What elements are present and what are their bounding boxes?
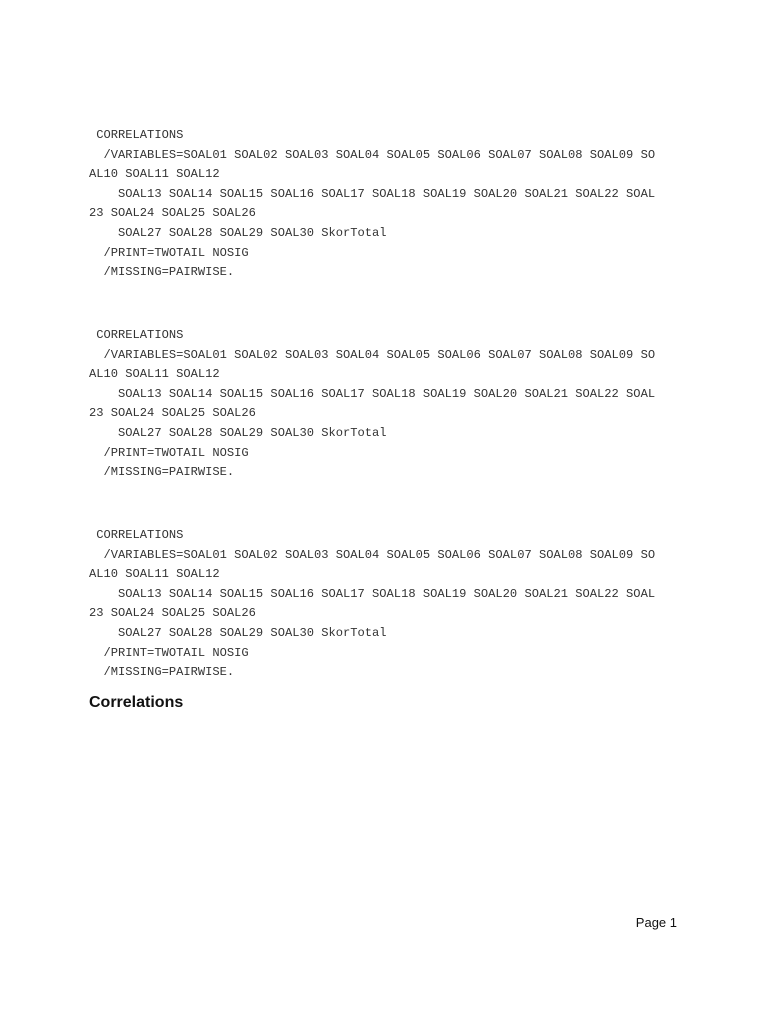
syntax-line: /PRINT=TWOTAIL NOSIG: [89, 445, 249, 460]
syntax-line: 23 SOAL24 SOAL25 SOAL26: [89, 406, 256, 421]
syntax-line: SOAL27 SOAL28 SOAL29 SOAL30 SkorTotal: [89, 625, 387, 640]
syntax-line: CORRELATIONS: [89, 528, 184, 542]
syntax-line: SOAL13 SOAL14 SOAL15 SOAL16 SOAL17 SOAL18 SOAL19 SOAL20 SOAL21 SOAL22 SOAL: [89, 186, 656, 201]
syntax-line: SOAL13 SOAL14 SOAL15 SOAL16 SOAL17 SOAL18 SOAL19 SOAL20 SOAL21 SOAL22 SOAL: [89, 586, 656, 601]
syntax-line: 23 SOAL24 SOAL25 SOAL26: [89, 206, 256, 221]
syntax-line: SOAL13 SOAL14 SOAL15 SOAL16 SOAL17 SOAL18 SOAL19 SOAL20 SOAL21 SOAL22 SOAL: [89, 386, 656, 401]
syntax-line: /PRINT=TWOTAIL NOSIG: [89, 645, 249, 660]
syntax-line: AL10 SOAL11 SOAL12: [89, 167, 220, 182]
syntax-line: SOAL27 SOAL28 SOAL29 SOAL30 SkorTotal: [89, 225, 387, 240]
syntax-block-3: [89, 526, 689, 683]
syntax-line: /MISSING=PAIRWISE.: [89, 265, 235, 280]
syntax-line: CORRELATIONS: [89, 328, 184, 342]
syntax-line: /MISSING=PAIRWISE.: [89, 665, 235, 680]
page-number: Page 1: [635, 915, 677, 930]
syntax-line: CORRELATIONS: [89, 128, 184, 142]
syntax-line: AL10 SOAL11 SOAL12: [89, 367, 220, 382]
syntax-line: /VARIABLES=SOAL01 SOAL02 SOAL03 SOAL04 SOAL05 SOAL06 SOAL07 SOAL08 SOAL09 SO: [89, 147, 656, 162]
syntax-line: /VARIABLES=SOAL01 SOAL02 SOAL03 SOAL04 SOAL05 SOAL06 SOAL07 SOAL08 SOAL09 SO: [89, 547, 656, 562]
syntax-block-1: [89, 126, 689, 283]
syntax-line: SOAL27 SOAL28 SOAL29 SOAL30 SkorTotal: [89, 425, 387, 440]
section-heading: Correlations: [89, 694, 184, 711]
syntax-line: AL10 SOAL11 SOAL12: [89, 567, 220, 582]
syntax-block-2: [89, 326, 689, 483]
syntax-line: /MISSING=PAIRWISE.: [89, 465, 235, 480]
syntax-line: /VARIABLES=SOAL01 SOAL02 SOAL03 SOAL04 SOAL05 SOAL06 SOAL07 SOAL08 SOAL09 SO: [89, 347, 656, 362]
syntax-line: /PRINT=TWOTAIL NOSIG: [89, 245, 249, 260]
syntax-line: 23 SOAL24 SOAL25 SOAL26: [89, 606, 256, 621]
